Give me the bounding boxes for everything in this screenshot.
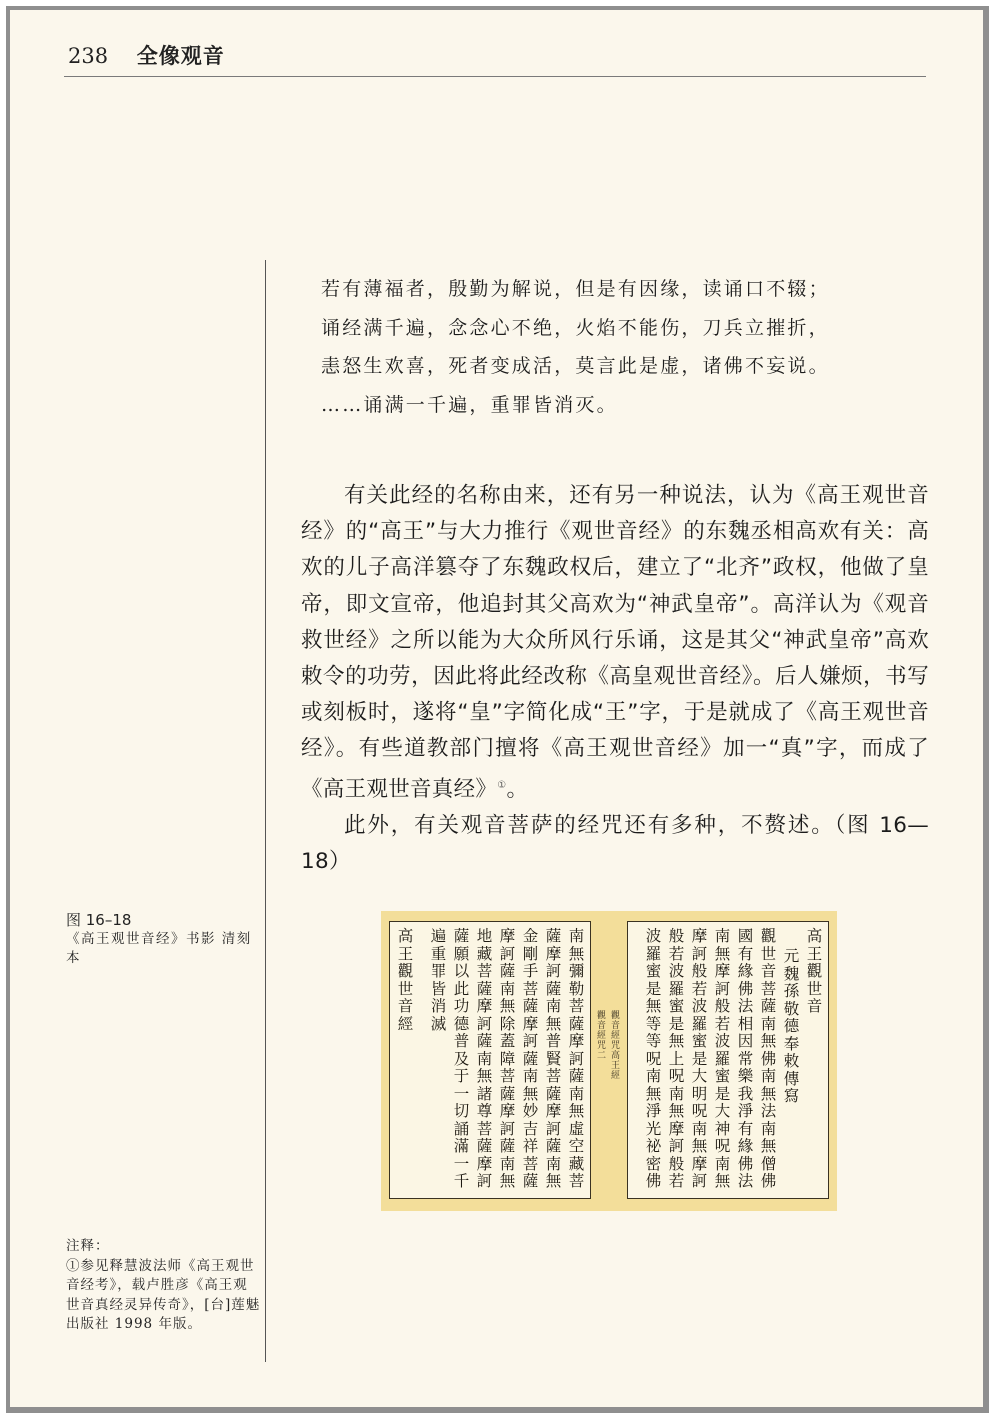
figure-caption [66, 910, 256, 968]
sutra-column: 高王觀世音 [806, 927, 823, 1015]
paragraph [301, 478, 929, 808]
sutra-leaf-left [389, 921, 591, 1199]
sutra-column: 地藏菩薩摩訶薩南無諸尊菩薩摩訶 [476, 927, 493, 1190]
sutra-column: 般若波羅蜜是無上呪南無摩訶般若 [668, 927, 685, 1190]
caption-title: 图 16–18 [66, 911, 132, 929]
footnote-mark[interactable]: ① [497, 779, 507, 791]
sutra-leaf-right [627, 921, 829, 1199]
sutra-column: 摩訶薩南無除蓋障菩薩摩訶薩南無 [499, 927, 516, 1190]
running-header [68, 40, 225, 70]
header-rule [64, 76, 926, 77]
sutra-column: 遍重罪皆消滅 [430, 927, 447, 1033]
fold-label: 觀音經咒 二 [597, 1011, 607, 1061]
paragraph-text: 有关此经的名称由来，还有另一种说法，认为《高王观世音经》的“高王”与大力推行《观世音经》的东魏丞相高欢有关：高欢的儿子高洋篡夺了东魏政权后，建立了“北齐”政权，他做了皇帝，即文宣帝，他追封其父高欢为“神武皇帝”。高洋认为《观音救世经》之所以能为大众所风行乐诵，这是其父“神武皇帝”高欢敕令的功劳，因此将此经改称《高皇观世音经》。后人嫌烦，书写或刻板时，遂将“皇”字简化成“王”字，于是就成了《高王观世音经》。有些道教部门擅将《高王观世音经》加一“真”字，而成了《高王观世音真经》 [301, 483, 929, 802]
verse-line: ……诵满一千遍，重罪皆消灭。 [321, 394, 618, 417]
sutra-column: 南無彌勒菩薩摩訶薩南無虛空藏菩 [568, 927, 585, 1190]
sutra-column: 高王觀世音經 [397, 927, 414, 1033]
page-number: 238 [68, 44, 109, 68]
caption-text: 《高王观世音经》书影 清刻本 [66, 931, 252, 966]
verse-line: 若有薄福者，殷勤为解说，但是有因缘，读诵口不辍； [321, 278, 830, 300]
note-item: ①参见释慧波法师《高王观世音经考》，载卢胜彦《高王观世音真经灵异传奇》，[台]莲魅出版社 1998 年版。 [66, 1257, 261, 1332]
sutra-column: 金剛手菩薩摩訶薩南無妙吉祥菩薩 [522, 927, 539, 1190]
body-text [301, 478, 929, 880]
verse-line: 诵经满千遍，念念心不绝，火焰不能伤，刀兵立摧折， [321, 316, 830, 339]
sutra-column: 國有緣佛法相因常樂我淨有緣佛法 [737, 927, 754, 1190]
sutra-column: 薩摩訶薩南無普賢菩薩摩訶薩南無 [545, 927, 562, 1190]
verse-line: 恚怒生欢喜，死者变成活，莫言此是虚，诸佛不妄说。 [321, 355, 830, 378]
sutra-column: 觀世音菩薩南無佛南無法南無僧佛 [760, 927, 777, 1190]
sutra-column: 南無摩訶般若波羅蜜是大神呪南無 [714, 927, 731, 1190]
notes-label: 注释： [66, 1238, 110, 1254]
fold-label: 觀音經咒 高王經 [611, 1011, 621, 1081]
paragraph: 此外，有关观音菩萨的经咒还有多种，不赘述。（图 16—18） [301, 812, 929, 875]
sutra-column: 薩願以此功德普及于一切誦滿一千 [453, 927, 470, 1190]
sutra-column: 波羅蜜是無等等呪南無淨光祕密佛 [645, 927, 662, 1190]
sutra-column: 元魏孫敬德奉敕傳寫 [783, 947, 800, 1105]
verse-block [321, 270, 921, 425]
footnotes [66, 1237, 262, 1335]
book-title: 全像观音 [136, 44, 225, 68]
sutra-column: 摩訶般若波羅蜜是大明呪南無摩訶 [691, 927, 708, 1190]
margin-rule [265, 260, 266, 1362]
sutra-figure [381, 911, 837, 1211]
paragraph-end: 。 [506, 776, 529, 802]
